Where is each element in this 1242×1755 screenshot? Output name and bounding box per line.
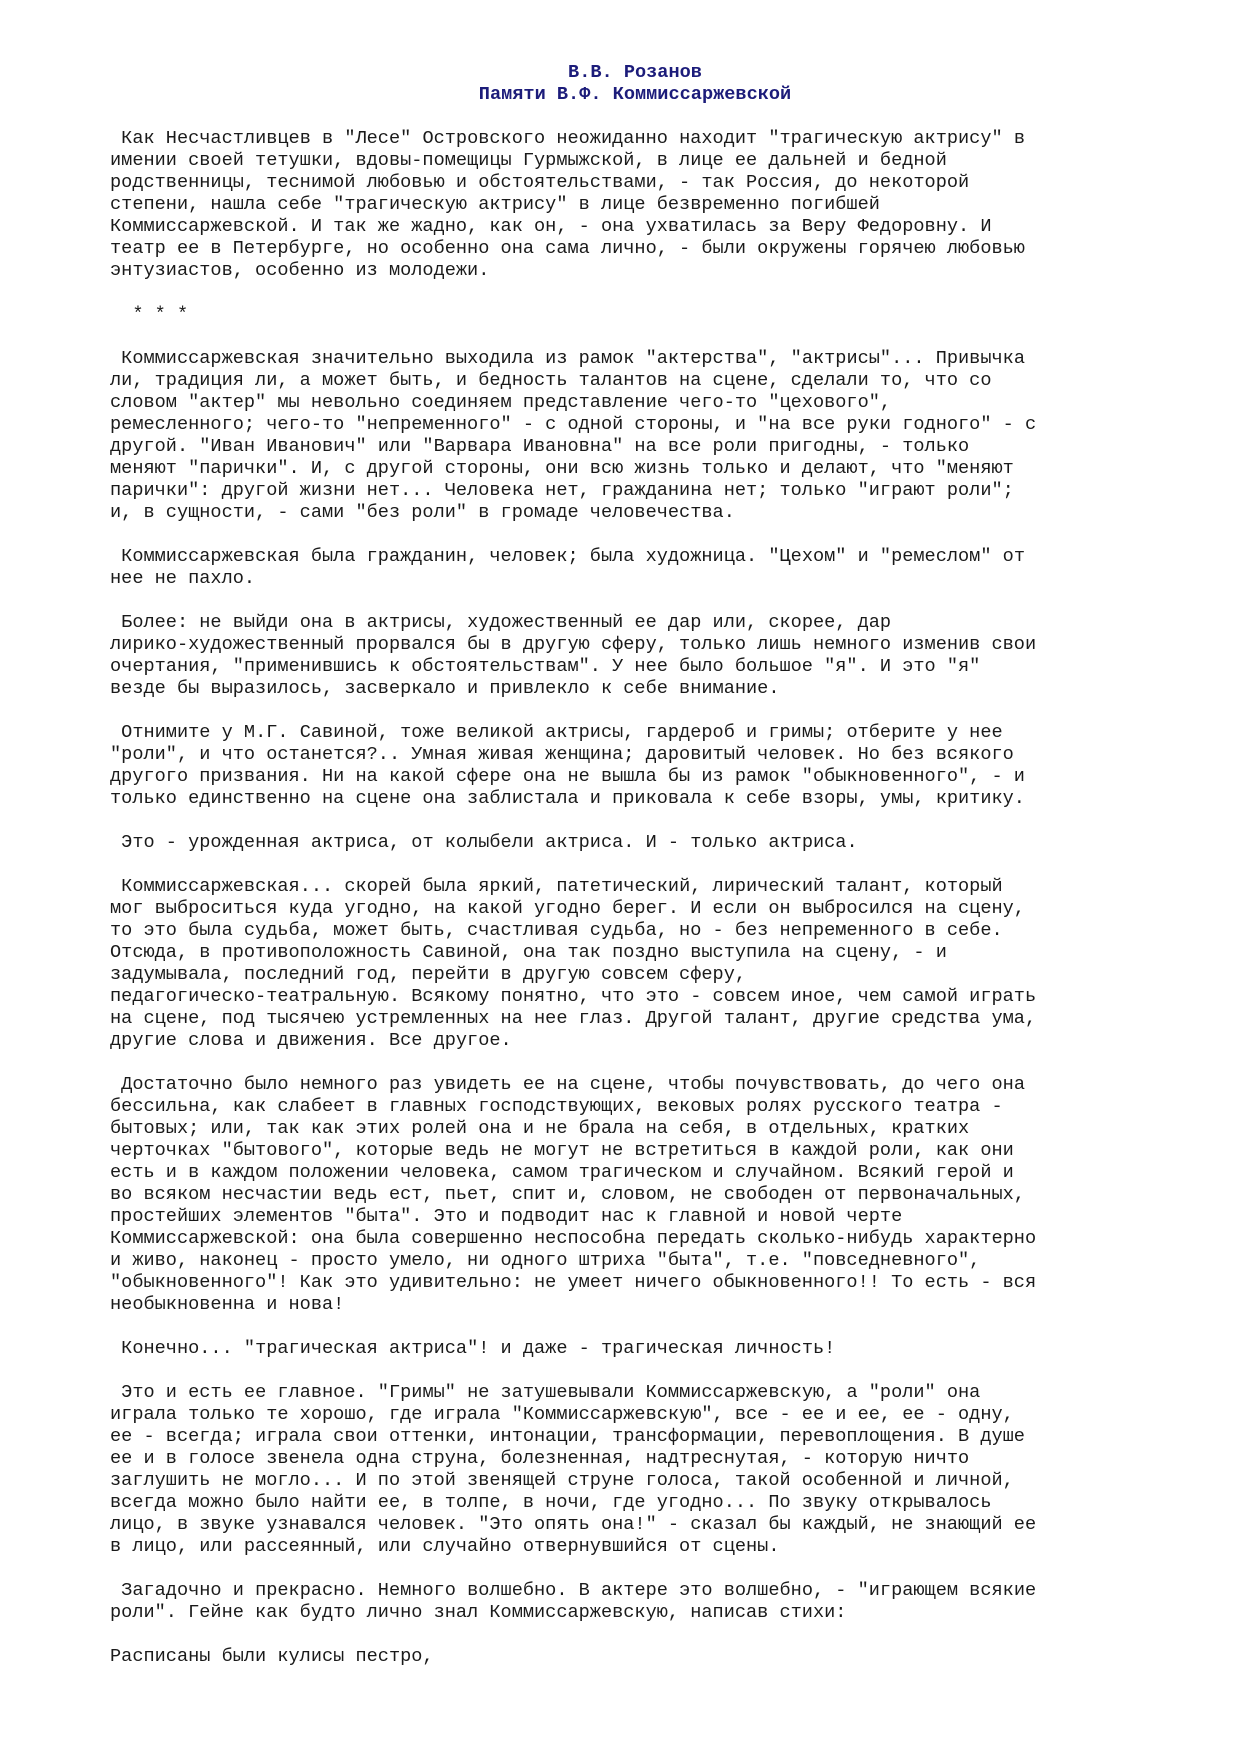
paragraph: Это и есть ее главное. "Гримы" не затушевывали Коммиссаржевскую, а "роли" она играла только те хорошо, где играла "Коммиссаржевскую", все - ее и ее, ее - одну, ее - всегда; играла свои оттенки, интонации, трансформации, перевоплощения. В душе ее и в голосе звенела одна струна, болезненная, надтреснутая, - которую ничто заглушить не могло... И по этой звенящей струне голоса, такой особенной и личной, всегда можно было найти ее, в толпе, в ночи, где угодно... По звуку открывалось лицо, в звуке узнавался человек. "Это опять она!" - сказал бы каждый, не знающий ее в лицо, или рассеянный, или случайно отвернувшийся от сцены.	[110, 1382, 1037, 1557]
paragraph: Как Несчастливцев в "Лесе" Островского неожиданно находит "трагическую актрису" в имении своей тетушки, вдовы-помещицы Гурмыжской, в лице ее дальней и бедной родственницы, теснимой любовью и обстоятельствами, - так Россия, до некоторой степени, нашла себе "трагическую актрису" в лице безвременно погибшей Коммиссаржевской. И так же жадно, как он, - она ухватилась за Веру Федоровну. И театр ее в Петербурге, но особенно она сама лично, - были окружены горячею любовью энтузиастов, особенно из молодежи.	[110, 128, 1025, 281]
paragraph: Это - урожденная актриса, от колыбели актриса. И - только актриса.	[110, 832, 858, 853]
paragraph: Коммиссаржевская была гражданин, человек; была художница. "Цехом" и "ремеслом" от нее не пахло.	[110, 546, 1025, 589]
paragraph: Загадочно и прекрасно. Немного волшебно. В актере это волшебно, - "играющем всякие роли". Гейне как будто лично знал Коммиссаржевскую, написав стихи:	[110, 1580, 1037, 1623]
verse-line: Расписаны были кулисы пестро,	[110, 1646, 434, 1667]
paragraph: Достаточно было немного раз увидеть ее на сцене, чтобы почувствовать, до чего она бессильна, как слабеет в главных господствующих, вековых ролях русского театра - бытовых; или, так как этих ролей она и не брала на себя, в отдельных, кратких черточках "бытового", которые ведь не могут не встретиться в каждой роли, как они есть и в каждом положении человека, самом трагическом и случайном. Всякий герой и во всяком несчастии ведь ест, пьет, спит и, словом, не свободен от первоначальных, простейших элементов "быта". Это и подводит нас к главной и новой черте Коммиссаржевской: она была совершенно неспособна передать сколько-нибудь характерно и живо, наконец - просто умело, ни одного штриха "быта", т.е. "повседневного", "обыкновенного"! Как это удивительно: не умеет ничего обыкновенного!! То есть - вся необыкновенна и нова!	[110, 1074, 1037, 1315]
document-page	[110, 62, 1160, 1668]
author-name: В.В. Розанов	[568, 62, 702, 83]
paragraph: Отнимите у М.Г. Савиной, тоже великой актрисы, гардероб и гримы; отберите у нее "роли", и что останется?.. Умная живая женщина; даровитый человек. Но без всякого другого призвания. Ни на какой сфере она не вышла бы из рамок "обыкновенного", - и только единственно на сцене она заблистала и приковала к себе взоры, умы, критику.	[110, 722, 1025, 809]
paragraph: Конечно... "трагическая актриса"! и даже - трагическая личность!	[110, 1338, 836, 1359]
paragraph: Коммиссаржевская значительно выходила из рамок "актерства", "актрисы"... Привычка ли, традиция ли, а может быть, и бедность талантов на сцене, сделали то, что со словом "актер" мы невольно соединяем представление чего-то "цехового", ремесленного; чего-то "непременного" - с одной стороны, и "на все руки годного" - с другой. "Иван Иванович" или "Варвара Ивановна" на все роли пригодны, - только меняют "парички". И, с другой стороны, они всю жизнь только и делают, что "меняют парички": другой жизни нет... Человека нет, гражданина нет; только "играют роли"; и, в сущности, - сами "без роли" в громаде человечества.	[110, 348, 1037, 523]
paragraph: Более: не выйди она в актрисы, художественный ее дар или, скорее, дар лирико-художественный прорвался бы в другую сферу, только лишь немного изменив свои очертания, "применившись к обстоятельствам". У нее было большое "я". И это "я" везде бы выразилось, засверкало и привлекло к себе внимание.	[110, 612, 1037, 699]
document-title: Памяти В.Ф. Коммиссаржевской	[478, 84, 792, 105]
paragraph: Коммиссаржевская... скорей была яркий, патетический, лирический талант, который мог выброситься куда угодно, на какой угодно берег. И если он выбросился на сцену, то это была судьба, может быть, счастливая судьба, но - без непременного в себе. Отсюда, в противоположность Савиной, она так поздно выступила на сцену, - и задумывала, последний год, перейти в другую совсем сферу, педагогическо-театральную. Всякому понятно, что это - совсем иное, чем самой играть на сцене, под тысячею устремленных на нее глаз. Другой талант, другие средства ума, другие слова и движения. Все другое.	[110, 876, 1037, 1051]
document-header	[110, 62, 1160, 106]
section-separator: * * *	[110, 304, 189, 325]
